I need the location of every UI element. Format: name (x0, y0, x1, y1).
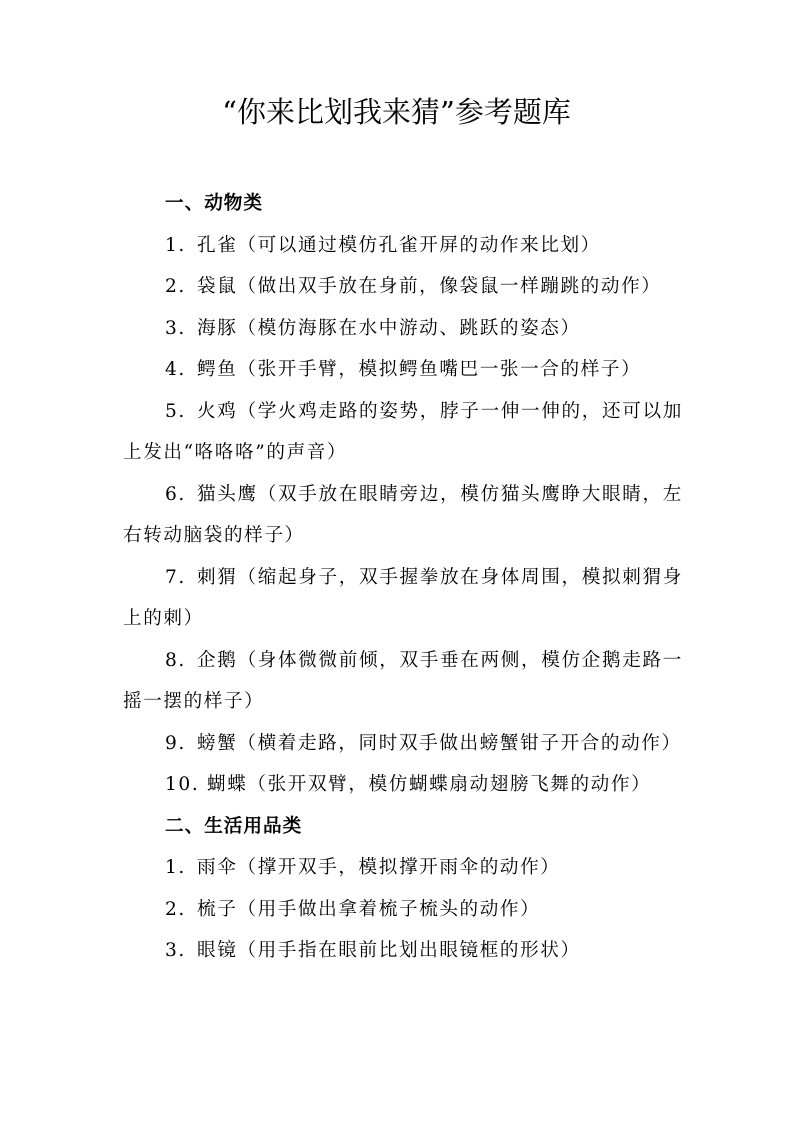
list-item (123, 308, 683, 350)
list-item (123, 225, 683, 267)
item-number: 1. (165, 857, 186, 878)
item-number: 4. (165, 359, 186, 380)
item-number: 1. (165, 234, 186, 256)
list-item (123, 474, 683, 557)
item-number: 2. (165, 276, 186, 297)
list-item (123, 391, 683, 474)
item-number: 3. (165, 317, 186, 339)
item-number: 9. (165, 732, 186, 754)
item-text: 蝴蝶（张开双臂，模仿蝴蝶扇动翅膀飞舞的动作） (207, 774, 652, 795)
list-item (123, 640, 683, 723)
item-text: 企鹅（身体微微前倾，双手垂在两侧，模仿企鹅走路一摇一摆的样子） (123, 649, 683, 712)
section-heading-animals: 一、动物类 (165, 193, 263, 214)
item-text: 刺猬（缩起身子，双手握拳放在身体周围，模拟刺猬身上的刺） (123, 566, 683, 629)
section-heading-household: 二、生活用品类 (165, 815, 303, 837)
list-item (123, 723, 683, 765)
item-number: 10. (165, 774, 200, 795)
item-number: 8. (165, 649, 186, 671)
item-text: 眼镜（用手指在眼前比划出眼镜框的形状） (197, 940, 581, 961)
item-number: 2. (165, 898, 186, 920)
item-text: 猫头鹰（双手放在眼睛旁边，模仿猫头鹰睁大眼睛，左右转动脑袋的样子） (123, 483, 683, 546)
list-item (123, 930, 683, 972)
page-title: “你来比划我来猜”参考题库 (222, 95, 571, 129)
item-text: 鳄鱼（张开手臂，模拟鳄鱼嘴巴一张一合的样子） (197, 359, 642, 380)
item-text: 孔雀（可以通过模仿孔雀开屏的动作来比划） (197, 234, 601, 256)
item-number: 3. (165, 940, 186, 961)
item-text: 袋鼠（做出双手放在身前，像袋鼠一样蹦跳的动作） (197, 276, 662, 297)
item-text: 梳子（用手做出拿着梳子梳头的动作） (197, 898, 541, 920)
list-item (123, 847, 683, 889)
item-number: 6. (165, 483, 186, 505)
item-text: 海豚（模仿海豚在水中游动、跳跃的姿态） (197, 317, 581, 339)
item-text: 雨伞（撑开双手，模拟撑开雨伞的动作） (197, 857, 561, 878)
item-text: 火鸡（学火鸡走路的姿势，脖子一伸一伸的，还可以加上发出“咯咯咯”的声音） (123, 400, 683, 463)
document-body (123, 183, 683, 972)
list-item (123, 889, 683, 931)
list-item (123, 764, 683, 806)
list-item (123, 266, 683, 308)
item-number: 7. (165, 566, 186, 588)
item-number: 5. (165, 400, 186, 422)
list-item (123, 557, 683, 640)
item-text: 螃蟹（横着走路，同时双手做出螃蟹钳子开合的动作） (197, 732, 682, 754)
list-item (123, 349, 683, 391)
